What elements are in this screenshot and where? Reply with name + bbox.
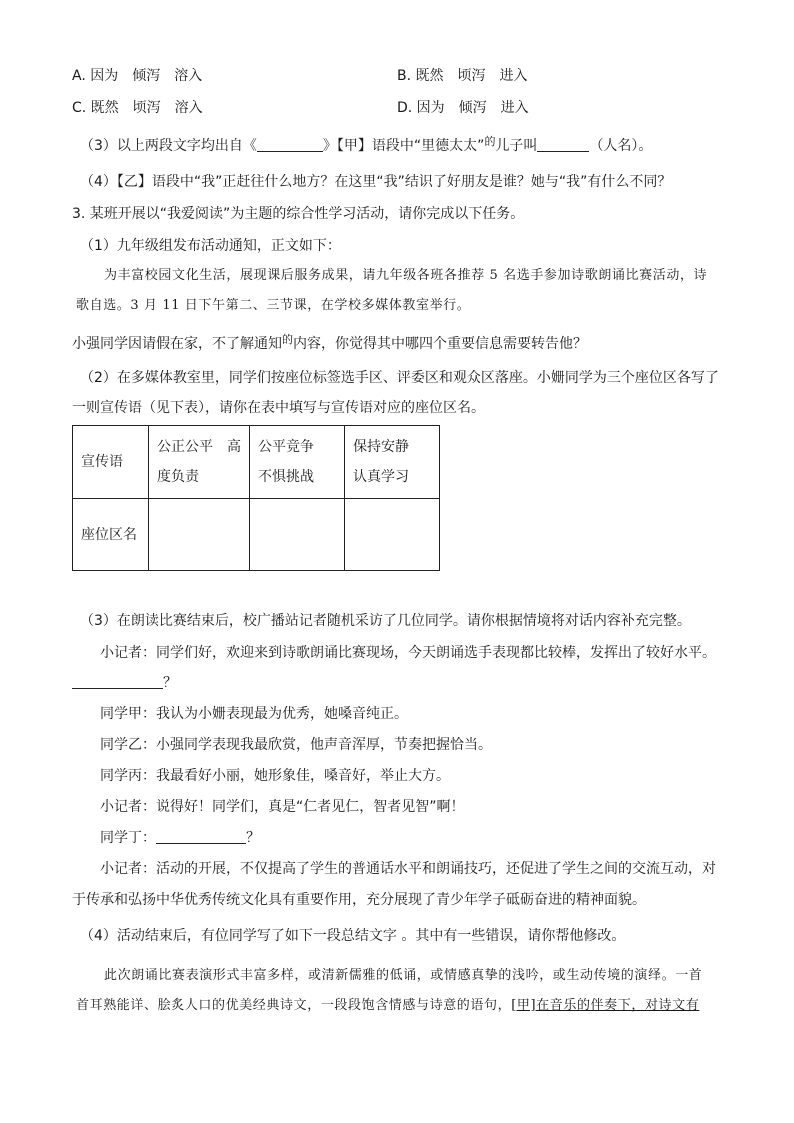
question-4: （4）【乙】语段中“我”正赶往什么地方？在这里“我”结识了好朋友是谁？她与“我”有什么不同？	[80, 174, 672, 190]
slogan-2-line-2: 不惧挑战	[258, 469, 314, 485]
question-3-sup: 的	[484, 135, 496, 148]
task-3-sub-4: （4）活动结束后，有位同学写了如下一段总结文字 。其中有一些错误，请你帮他修改。	[80, 928, 626, 944]
slogan-header: 宣传语	[81, 454, 123, 470]
task-3-sub-2-line-1: （2）在多媒体教室里，同学们按座位标签选手区、评委区和观众区落座。小姗同学为三个座位区各写了	[80, 370, 719, 386]
slogan-3-line-1: 保持安静	[353, 439, 409, 455]
slogan-cell-2	[250, 426, 345, 499]
dialog-reporter-3-line-2: 于传承和弘扬中华优秀传统文化具有重要作用，充分展现了青少年学子砥砺奋进的精神面貌。	[72, 892, 646, 908]
dialog-student-jia: 同学甲：我认为小姗表现最为优秀，她嗓音纯正。	[100, 706, 408, 722]
summary-line-1: 此次朗诵比赛表演形式丰富多样，或清新儒雅的低诵，或情感真挚的浅吟，或生动传境的演绎。一首	[104, 968, 703, 983]
dialog-reporter-2: 小记者：说得好！同学们，真是“仁者见仁，智者见智”啊！	[100, 799, 465, 815]
reporter-question-blank[interactable]	[72, 674, 163, 689]
notice-line-2: 歌自选。3 月 11 日下午第二、三节课，在学校多媒体教室举行。	[76, 298, 471, 313]
dialog-student-yi: 同学乙：小强同学表现我最欣赏，他声音浑厚，节奏把握恰当。	[100, 737, 492, 753]
summary-underlined-jia: [甲]在音乐的伴奏下，对诗文有	[511, 998, 700, 1013]
slogan-row	[73, 426, 440, 499]
name-blank[interactable]	[537, 137, 589, 152]
task-3-intro: 3. 某班开展以“我爱阅读”为主题的综合性学习活动，请你完成以下任务。	[72, 206, 525, 222]
task-3-sub-1: （1）九年级组发布活动通知，正文如下：	[80, 238, 341, 254]
question-mark-2: ？	[246, 830, 260, 846]
task-3-sub-2-line-2: 一则宣传语（见下表），请你在表中填写与宣传语对应的座位区名。	[72, 400, 485, 416]
question-3-text-2: 》【甲】语段中“里德太太”	[322, 138, 485, 154]
slogan-header-cell	[73, 426, 149, 499]
question-relay-sup: 的	[282, 333, 293, 346]
question-3	[80, 136, 652, 157]
seat-area-header-cell	[73, 499, 149, 571]
dialog-blank-line-1	[72, 673, 177, 693]
slogan-cell-3	[345, 426, 440, 499]
summary-line-2	[76, 996, 699, 1016]
book-title-blank[interactable]	[257, 137, 323, 152]
student-ding-blank[interactable]	[156, 829, 246, 844]
question-3-text-4: （人名）。	[589, 138, 653, 154]
summary-line-2-text: 首耳熟能详、脍炙人口的优美经典诗文，一段段饱含情感与诗意的语句，	[76, 998, 512, 1013]
option-a: A. 因为 倾泻 溶入	[72, 68, 203, 84]
task-3-sub-3: （3）在朗读比赛结束后，校广播站记者随机采访了几位同学。请你根据情境将对话内容补充完整。	[80, 613, 691, 629]
option-c: C. 既然 顷泻 溶入	[72, 100, 203, 116]
slogan-2-line-1: 公平竞争	[258, 439, 314, 455]
option-b: B. 既然 顷泻 进入	[397, 68, 528, 84]
question-mark-1: ？	[163, 675, 177, 691]
dialog-reporter-1: 小记者：同学们好，欢迎来到诗歌朗诵比赛现场，今天朗诵选手表现都比较棒，发挥出了较好水平。	[100, 645, 716, 661]
slogan-table	[72, 425, 440, 571]
slogan-cell-1	[149, 426, 250, 499]
question-3-text-3: 儿子叫	[495, 138, 538, 154]
seat-area-answer-3[interactable]	[345, 499, 440, 571]
seat-area-answer-1[interactable]	[149, 499, 250, 571]
question-relay-info	[72, 334, 587, 355]
student-ding-label: 同学丁：	[100, 830, 156, 846]
slogan-1-line-2: 度负责	[157, 469, 199, 485]
notice-line-1: 为丰富校园文化生活，展现课后服务成果，请九年级各班各推荐 5 名选手参加诗歌朗诵比赛活动，诗	[104, 268, 708, 283]
dialog-reporter-3-line-1: 小记者：活动的开展，不仅提高了学生的普通话水平和朗诵技巧，还促进了学生之间的交流互动，对	[100, 861, 716, 877]
seat-area-header: 座位区名	[81, 526, 137, 543]
seat-area-row	[73, 499, 440, 571]
question-3-text-1: （3）以上两段文字均出自《	[80, 138, 257, 154]
dialog-student-ding	[100, 828, 260, 848]
option-d: D. 因为 倾泻 进入	[397, 100, 529, 116]
question-relay-text-2: 内容，你觉得其中哪四个重要信息需要转告他？	[293, 336, 587, 352]
seat-area-answer-2[interactable]	[250, 499, 345, 571]
slogan-1-line-1: 公正公平 高	[157, 439, 241, 455]
question-relay-text-1: 小强同学因请假在家，不了解通知	[72, 336, 282, 352]
slogan-3-line-2: 认真学习	[353, 469, 409, 485]
dialog-student-bing: 同学丙：我最看好小丽，她形象佳，嗓音好，举止大方。	[100, 768, 450, 784]
